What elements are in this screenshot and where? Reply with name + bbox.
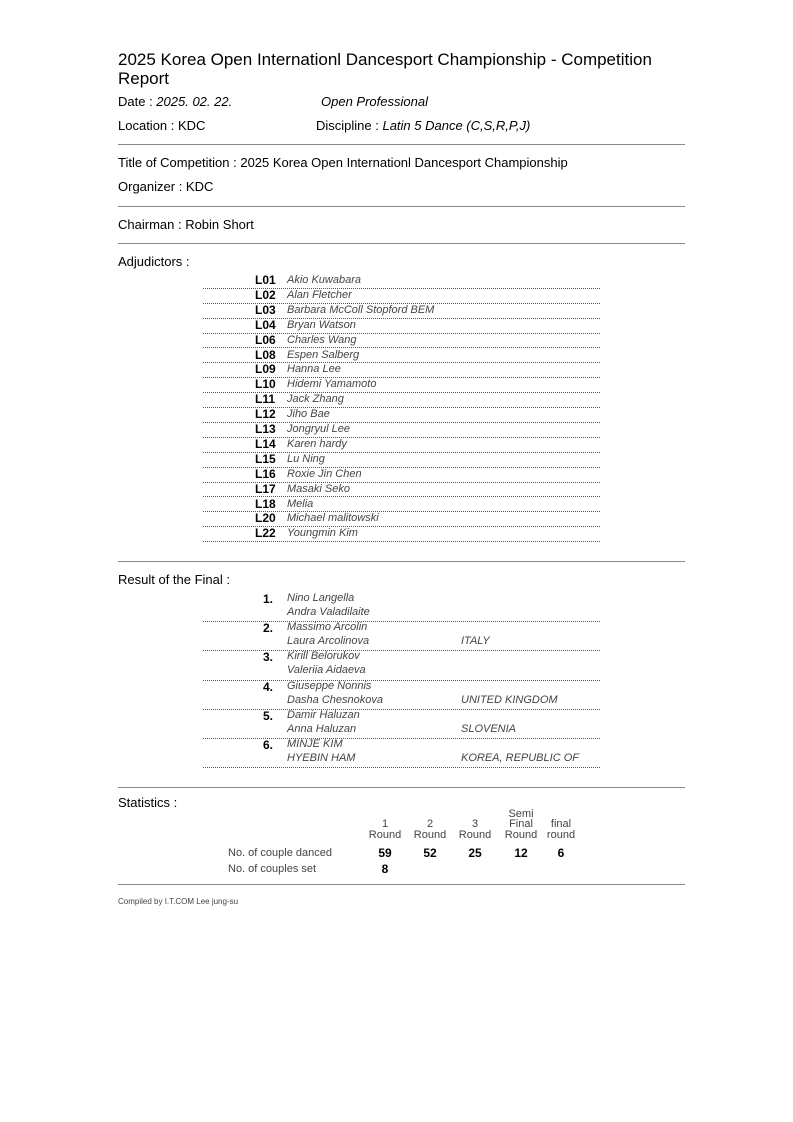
adjudicator-code: L10 bbox=[255, 377, 276, 392]
result-place: 4. bbox=[263, 679, 274, 694]
adjudicator-code: L09 bbox=[255, 362, 276, 377]
stat-column-header-line: Round bbox=[368, 828, 402, 841]
stat-row-label: No. of couples set bbox=[228, 863, 317, 875]
adjudicator-row bbox=[203, 273, 600, 289]
adjudicator-name: Espen Salberg bbox=[287, 348, 360, 361]
stat-value: 59 bbox=[378, 846, 392, 860]
result-partner-2: Andra Valadilaite bbox=[287, 606, 370, 618]
stat-value: 12 bbox=[514, 846, 528, 860]
adjudicator-row bbox=[203, 497, 600, 513]
result-partner-1: Giuseppe Nonnis bbox=[287, 679, 372, 692]
adjudicator-name: Youngmin Kim bbox=[287, 527, 358, 540]
adjudicator-name: Michael malitowski bbox=[287, 512, 379, 525]
adjudicator-name: Lu Ning bbox=[287, 452, 325, 465]
statistics-heading: Statistics : bbox=[118, 795, 178, 810]
divider bbox=[118, 884, 685, 885]
adjudicator-name: Hanna Lee bbox=[287, 363, 341, 376]
result-row bbox=[203, 621, 600, 651]
result-partner-2: Laura Arcolinova bbox=[287, 635, 370, 648]
result-partner-2: Valeriia Aidaeva bbox=[287, 664, 366, 677]
adjudicator-name: Bryan Watson bbox=[287, 318, 356, 331]
stat-column-header bbox=[452, 819, 498, 840]
adjudicator-row bbox=[203, 362, 600, 378]
stat-column-header-line: final bbox=[550, 818, 572, 830]
stat-value: 6 bbox=[557, 846, 565, 860]
adjudicator-code: L13 bbox=[255, 422, 276, 436]
stat-column-header bbox=[538, 819, 584, 840]
divider bbox=[118, 206, 685, 207]
adjudicator-name: Charles Wang bbox=[287, 333, 357, 346]
result-row bbox=[203, 738, 600, 768]
discipline-label: Discipline : bbox=[316, 118, 383, 133]
stat-column-header-line: round bbox=[546, 828, 576, 841]
adjudicator-name: Masaki Seko bbox=[287, 482, 350, 495]
stat-value: 52 bbox=[423, 846, 437, 860]
adjudicator-code: L08 bbox=[255, 347, 276, 362]
result-partner-2: Dasha Chesnokova bbox=[287, 693, 384, 706]
divider bbox=[118, 561, 685, 562]
discipline-value: Latin 5 Dance (C,S,R,P,J) bbox=[382, 118, 531, 133]
adjudicator-code: L11 bbox=[255, 392, 276, 407]
result-partner-1: MINJE KIM bbox=[287, 738, 343, 750]
organizer: Organizer : KDC bbox=[118, 179, 214, 194]
competition-title: Title of Competition : 2025 Korea Open Internationl Dancesport Championship bbox=[118, 155, 568, 170]
stat-column-header-line: Final bbox=[509, 818, 533, 830]
adjudicator-code: L04 bbox=[255, 317, 276, 332]
result-place: 2. bbox=[263, 621, 274, 636]
adjudicator-row bbox=[203, 511, 600, 527]
adjudicator-name: Roxie Jin Chen bbox=[287, 467, 362, 480]
divider bbox=[118, 144, 685, 145]
stat-column-header-line: Round bbox=[504, 828, 538, 841]
result-country: KOREA, REPUBLIC OF bbox=[461, 752, 579, 764]
result-country: ITALY bbox=[461, 635, 490, 648]
chairman: Chairman : Robin Short bbox=[118, 217, 254, 232]
stat-column-header bbox=[362, 819, 408, 840]
result-partner-1: Kirill Belorukov bbox=[287, 650, 360, 663]
stat-row-label: No. of couple danced bbox=[228, 847, 332, 859]
result-country: SLOVENIA bbox=[461, 722, 517, 735]
adjudicator-row bbox=[203, 467, 600, 483]
adjudicator-name: Alan Fletcher bbox=[287, 288, 352, 301]
adjudicator-code: L17 bbox=[255, 481, 276, 496]
adjudicator-row bbox=[203, 288, 600, 304]
result-row bbox=[203, 650, 600, 680]
adjudicator-name: Hidemi Yamamoto bbox=[287, 378, 377, 391]
result-place: 1. bbox=[263, 592, 274, 606]
date-value: 2025. 02. 22. bbox=[156, 94, 233, 109]
result-row bbox=[203, 709, 600, 739]
footer-credit: Compiled by I.T.COM Lee jung-su bbox=[118, 897, 239, 906]
adjudicator-row bbox=[203, 392, 600, 408]
adjudicator-row bbox=[203, 348, 600, 364]
divider bbox=[118, 787, 685, 788]
adjudicator-code: L16 bbox=[255, 466, 276, 481]
adjudicator-code: L15 bbox=[255, 451, 276, 466]
stat-value: 25 bbox=[468, 846, 482, 860]
result-row bbox=[203, 680, 600, 710]
result-partner-1: Nino Langella bbox=[287, 592, 355, 604]
adjudicator-code: L03 bbox=[255, 302, 276, 317]
adjudicator-name: Jongryul Lee bbox=[287, 423, 350, 435]
adjudicator-row bbox=[203, 303, 600, 319]
adjudicator-row bbox=[203, 437, 600, 453]
result-partner-1: Massimo Arcolin bbox=[287, 621, 368, 634]
adjudicator-row bbox=[203, 333, 600, 349]
adjudicators-heading: Adjudictors : bbox=[118, 254, 190, 269]
adjudicator-row bbox=[203, 526, 600, 542]
stat-column-header-line: Round bbox=[413, 828, 447, 841]
stat-column-header bbox=[407, 819, 453, 840]
adjudicator-row bbox=[203, 482, 600, 498]
adjudicator-code: L14 bbox=[255, 436, 276, 451]
adjudicator-name: Karen hardy bbox=[287, 437, 347, 450]
adjudicator-code: L02 bbox=[255, 287, 276, 302]
adjudicator-name: Akio Kuwabara bbox=[287, 274, 361, 286]
adjudicator-code: L01 bbox=[255, 273, 276, 287]
divider bbox=[118, 243, 685, 244]
adjudicator-row bbox=[203, 377, 600, 393]
result-place: 6. bbox=[263, 738, 274, 752]
adjudicator-name: Jack Zhang bbox=[287, 393, 344, 406]
stat-column-header-line: 1 bbox=[381, 818, 389, 830]
stat-column-header-line: 2 bbox=[426, 818, 434, 830]
date-line bbox=[118, 94, 232, 109]
stat-column-header-line: 3 bbox=[471, 818, 479, 830]
adjudicator-code: L12 bbox=[255, 407, 276, 422]
adjudicator-code: L18 bbox=[255, 496, 276, 511]
adjudicator-row bbox=[203, 452, 600, 468]
discipline-line bbox=[316, 118, 530, 133]
result-place: 3. bbox=[263, 650, 274, 665]
result-partner-2: HYEBIN HAM bbox=[287, 752, 356, 764]
adjudicator-code: L20 bbox=[255, 511, 276, 526]
stat-column-header-line: Semi bbox=[508, 807, 534, 820]
category: Open Professional bbox=[321, 94, 428, 109]
stat-value: 8 bbox=[381, 862, 389, 876]
adjudicator-name: Melia bbox=[287, 497, 314, 510]
adjudicator-row bbox=[203, 407, 600, 423]
result-partner-1: Damir Haluzan bbox=[287, 708, 360, 721]
adjudicator-name: Barbara McColl Stopford BEM bbox=[287, 303, 435, 316]
location: Location : KDC bbox=[118, 118, 206, 133]
result-country: UNITED KINGDOM bbox=[461, 693, 558, 706]
result-place: 5. bbox=[263, 708, 274, 723]
adjudicator-code: L06 bbox=[255, 332, 276, 347]
report-title: 2025 Korea Open Internationl Dancesport Championship - Competition Report bbox=[118, 50, 652, 88]
adjudicator-row bbox=[203, 422, 600, 438]
date-label: Date : bbox=[118, 94, 157, 109]
adjudicator-row bbox=[203, 318, 600, 334]
result-partner-2: Anna Haluzan bbox=[287, 722, 357, 735]
stat-column-header-line: Round bbox=[458, 828, 492, 841]
adjudicator-name: Jiho Bae bbox=[287, 408, 330, 421]
result-row bbox=[203, 592, 600, 622]
results-heading: Result of the Final : bbox=[118, 572, 230, 587]
adjudicator-code: L22 bbox=[255, 526, 276, 541]
